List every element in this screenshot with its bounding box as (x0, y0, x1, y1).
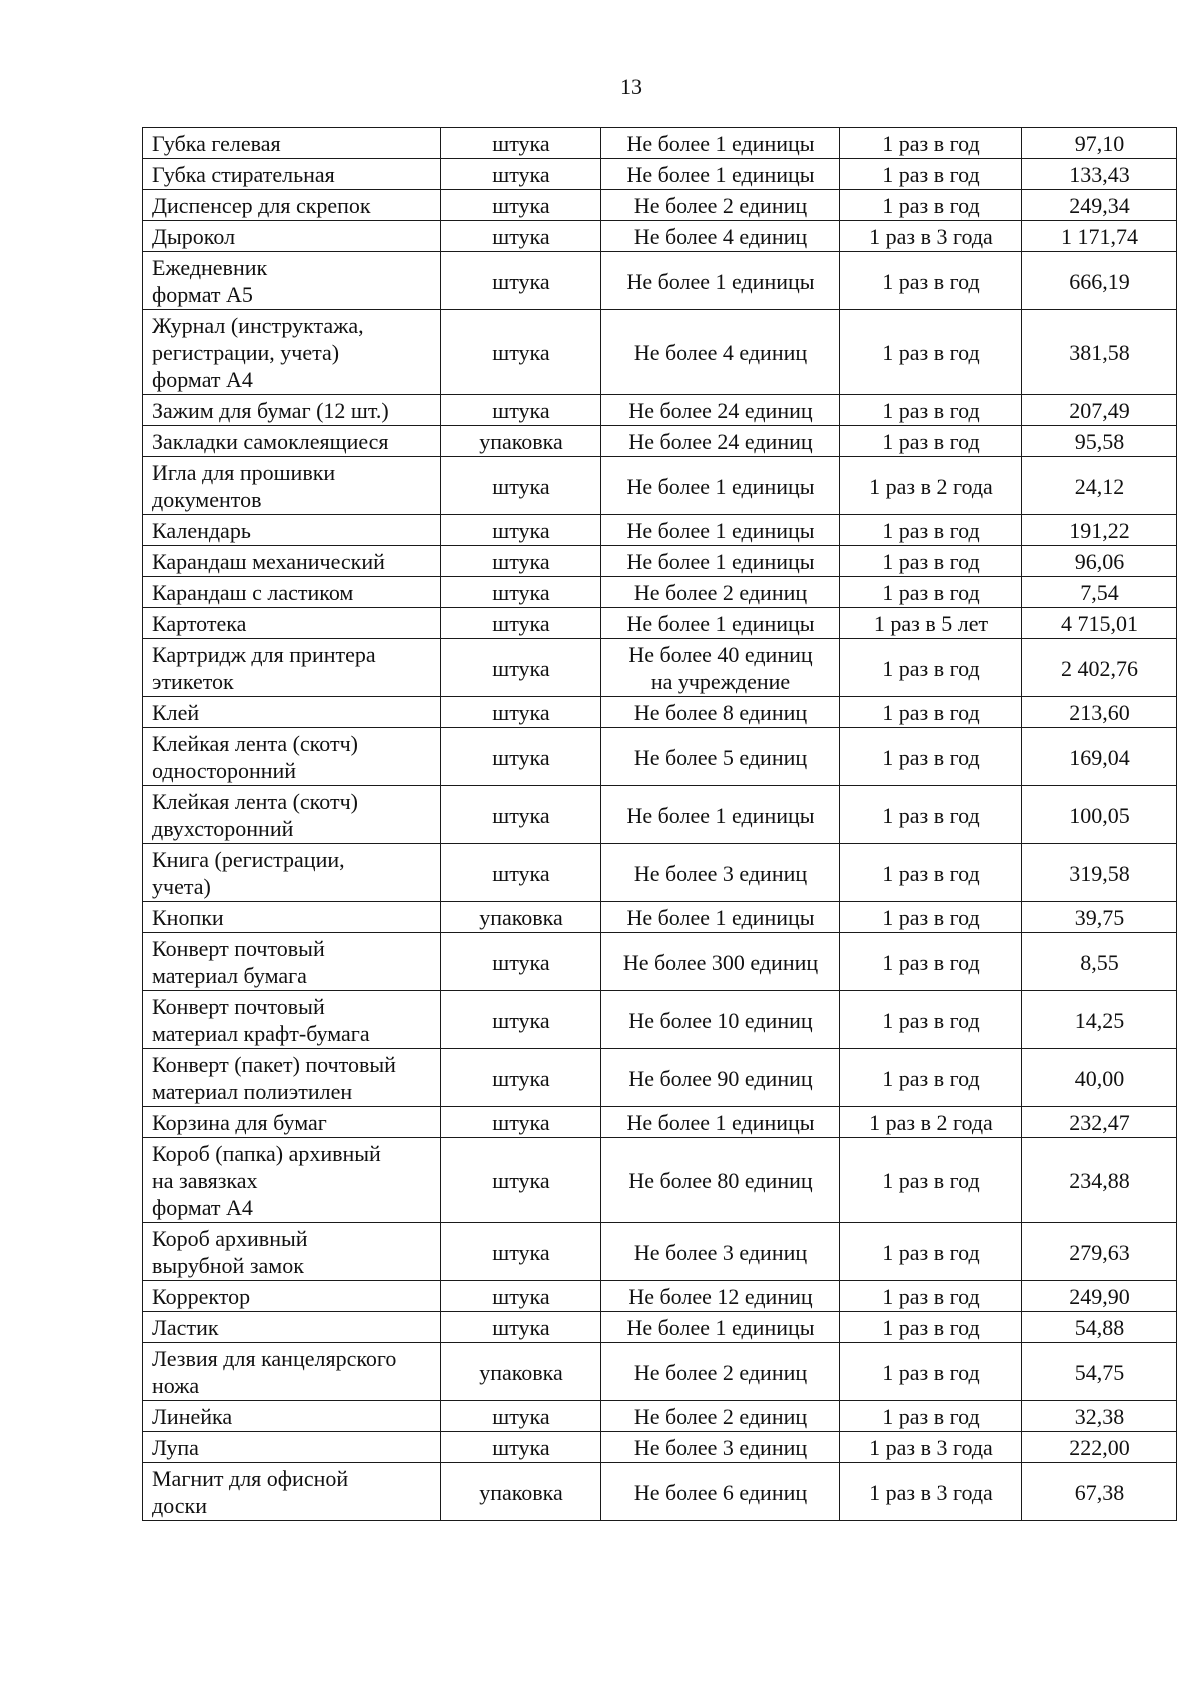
unit-cell: штука (441, 577, 601, 608)
item-name-cell: Губка стирательная (143, 159, 441, 190)
unit-cell: штука (441, 395, 601, 426)
price-cell: 213,60 (1022, 697, 1177, 728)
table-row (143, 639, 1177, 697)
item-name-cell: Игла для прошивки документов (143, 457, 441, 515)
item-name-cell: Клей (143, 697, 441, 728)
frequency-cell: 1 раз в год (840, 639, 1022, 697)
supplies-table-body (143, 128, 1177, 1521)
unit-cell: штука (441, 1107, 601, 1138)
quantity-cell: Не более 1 единицы (601, 457, 840, 515)
price-cell: 191,22 (1022, 515, 1177, 546)
table-row (143, 1312, 1177, 1343)
frequency-cell: 1 раз в год (840, 1049, 1022, 1107)
item-name-cell: Карандаш с ластиком (143, 577, 441, 608)
price-cell: 319,58 (1022, 844, 1177, 902)
table-row (143, 902, 1177, 933)
item-name-cell: Картотека (143, 608, 441, 639)
frequency-cell: 1 раз в год (840, 1223, 1022, 1281)
price-cell: 169,04 (1022, 728, 1177, 786)
price-cell: 24,12 (1022, 457, 1177, 515)
unit-cell: упаковка (441, 1463, 601, 1521)
frequency-cell: 1 раз в год (840, 1312, 1022, 1343)
quantity-cell: Не более 1 единицы (601, 902, 840, 933)
item-name-cell: Кнопки (143, 902, 441, 933)
price-cell: 232,47 (1022, 1107, 1177, 1138)
table-row (143, 221, 1177, 252)
table-row (143, 991, 1177, 1049)
table-row (143, 128, 1177, 159)
frequency-cell: 1 раз в год (840, 310, 1022, 395)
frequency-cell: 1 раз в год (840, 991, 1022, 1049)
price-cell: 14,25 (1022, 991, 1177, 1049)
quantity-cell: Не более 12 единиц (601, 1281, 840, 1312)
quantity-cell: Не более 1 единицы (601, 128, 840, 159)
unit-cell: штука (441, 252, 601, 310)
unit-cell: штука (441, 1049, 601, 1107)
quantity-cell: Не более 2 единиц (601, 1343, 840, 1401)
table-row (143, 786, 1177, 844)
quantity-cell: Не более 3 единиц (601, 1223, 840, 1281)
quantity-cell: Не более 1 единицы (601, 159, 840, 190)
table-row (143, 577, 1177, 608)
quantity-cell: Не более 24 единиц (601, 395, 840, 426)
frequency-cell: 1 раз в год (840, 252, 1022, 310)
item-name-cell: Карандаш механический (143, 546, 441, 577)
price-cell: 133,43 (1022, 159, 1177, 190)
table-row (143, 1432, 1177, 1463)
item-name-cell: Клейкая лента (скотч) односторонний (143, 728, 441, 786)
quantity-cell: Не более 1 единицы (601, 1107, 840, 1138)
frequency-cell: 1 раз в год (840, 426, 1022, 457)
price-cell: 249,90 (1022, 1281, 1177, 1312)
item-name-cell: Короб архивный вырубной замок (143, 1223, 441, 1281)
frequency-cell: 1 раз в год (840, 1281, 1022, 1312)
frequency-cell: 1 раз в год (840, 577, 1022, 608)
unit-cell: штука (441, 515, 601, 546)
unit-cell: штука (441, 1138, 601, 1223)
frequency-cell: 1 раз в год (840, 786, 1022, 844)
quantity-cell: Не более 2 единиц (601, 1401, 840, 1432)
price-cell: 100,05 (1022, 786, 1177, 844)
item-name-cell: Книга (регистрации, учета) (143, 844, 441, 902)
table-row (143, 728, 1177, 786)
table-row (143, 190, 1177, 221)
quantity-cell: Не более 4 единиц (601, 310, 840, 395)
frequency-cell: 1 раз в год (840, 1138, 1022, 1223)
table-row (143, 1343, 1177, 1401)
unit-cell: штука (441, 1432, 601, 1463)
unit-cell: штука (441, 457, 601, 515)
frequency-cell: 1 раз в 5 лет (840, 608, 1022, 639)
price-cell: 54,75 (1022, 1343, 1177, 1401)
price-cell: 279,63 (1022, 1223, 1177, 1281)
unit-cell: штука (441, 728, 601, 786)
quantity-cell: Не более 90 единиц (601, 1049, 840, 1107)
quantity-cell: Не более 5 единиц (601, 728, 840, 786)
table-row (143, 1281, 1177, 1312)
quantity-cell: Не более 24 единиц (601, 426, 840, 457)
table-row (143, 457, 1177, 515)
price-cell: 39,75 (1022, 902, 1177, 933)
table-row (143, 159, 1177, 190)
table-row (143, 933, 1177, 991)
item-name-cell: Клейкая лента (скотч) двухсторонний (143, 786, 441, 844)
frequency-cell: 1 раз в год (840, 844, 1022, 902)
table-row (143, 546, 1177, 577)
price-cell: 96,06 (1022, 546, 1177, 577)
item-name-cell: Короб (папка) архивный на завязках формат А4 (143, 1138, 441, 1223)
unit-cell: штука (441, 1223, 601, 1281)
unit-cell: штука (441, 639, 601, 697)
item-name-cell: Зажим для бумаг (12 шт.) (143, 395, 441, 426)
quantity-cell: Не более 2 единиц (601, 577, 840, 608)
unit-cell: штука (441, 844, 601, 902)
item-name-cell: Ежедневник формат А5 (143, 252, 441, 310)
quantity-cell: Не более 1 единицы (601, 515, 840, 546)
quantity-cell: Не более 1 единицы (601, 786, 840, 844)
unit-cell: штука (441, 1281, 601, 1312)
price-cell: 95,58 (1022, 426, 1177, 457)
frequency-cell: 1 раз в 2 года (840, 457, 1022, 515)
price-cell: 1 171,74 (1022, 221, 1177, 252)
quantity-cell: Не более 80 единиц (601, 1138, 840, 1223)
frequency-cell: 1 раз в год (840, 697, 1022, 728)
price-cell: 666,19 (1022, 252, 1177, 310)
unit-cell: штука (441, 608, 601, 639)
item-name-cell: Конверт почтовый материал крафт-бумага (143, 991, 441, 1049)
frequency-cell: 1 раз в год (840, 395, 1022, 426)
price-cell: 54,88 (1022, 1312, 1177, 1343)
price-cell: 40,00 (1022, 1049, 1177, 1107)
item-name-cell: Картридж для принтера этикеток (143, 639, 441, 697)
unit-cell: штука (441, 991, 601, 1049)
table-row (143, 310, 1177, 395)
table-row (143, 608, 1177, 639)
frequency-cell: 1 раз в год (840, 933, 1022, 991)
item-name-cell: Ластик (143, 1312, 441, 1343)
quantity-cell: Не более 40 единиц на учреждение (601, 639, 840, 697)
quantity-cell: Не более 8 единиц (601, 697, 840, 728)
item-name-cell: Диспенсер для скрепок (143, 190, 441, 221)
frequency-cell: 1 раз в 3 года (840, 1432, 1022, 1463)
item-name-cell: Календарь (143, 515, 441, 546)
supplies-table (142, 127, 1177, 1521)
price-cell: 249,34 (1022, 190, 1177, 221)
item-name-cell: Магнит для офисной доски (143, 1463, 441, 1521)
unit-cell: штука (441, 128, 601, 159)
unit-cell: штука (441, 310, 601, 395)
quantity-cell: Не более 3 единиц (601, 844, 840, 902)
frequency-cell: 1 раз в год (840, 546, 1022, 577)
item-name-cell: Губка гелевая (143, 128, 441, 159)
item-name-cell: Корзина для бумаг (143, 1107, 441, 1138)
frequency-cell: 1 раз в год (840, 515, 1022, 546)
table-row (143, 1049, 1177, 1107)
quantity-cell: Не более 3 единиц (601, 1432, 840, 1463)
price-cell: 381,58 (1022, 310, 1177, 395)
table-row (143, 395, 1177, 426)
frequency-cell: 1 раз в год (840, 728, 1022, 786)
quantity-cell: Не более 300 единиц (601, 933, 840, 991)
item-name-cell: Дырокол (143, 221, 441, 252)
frequency-cell: 1 раз в 2 года (840, 1107, 1022, 1138)
price-cell: 234,88 (1022, 1138, 1177, 1223)
quantity-cell: Не более 4 единиц (601, 221, 840, 252)
frequency-cell: 1 раз в 3 года (840, 1463, 1022, 1521)
price-cell: 97,10 (1022, 128, 1177, 159)
table-row (143, 1463, 1177, 1521)
table-row (143, 1138, 1177, 1223)
unit-cell: упаковка (441, 426, 601, 457)
item-name-cell: Журнал (инструктажа, регистрации, учета) формат А4 (143, 310, 441, 395)
quantity-cell: Не более 10 единиц (601, 991, 840, 1049)
table-row (143, 515, 1177, 546)
unit-cell: штука (441, 786, 601, 844)
table-row (143, 697, 1177, 728)
quantity-cell: Не более 6 единиц (601, 1463, 840, 1521)
quantity-cell: Не более 1 единицы (601, 608, 840, 639)
unit-cell: штука (441, 1401, 601, 1432)
item-name-cell: Закладки самоклеящиеся (143, 426, 441, 457)
price-cell: 2 402,76 (1022, 639, 1177, 697)
unit-cell: упаковка (441, 1343, 601, 1401)
quantity-cell: Не более 1 единицы (601, 252, 840, 310)
price-cell: 207,49 (1022, 395, 1177, 426)
unit-cell: штука (441, 933, 601, 991)
price-cell: 67,38 (1022, 1463, 1177, 1521)
frequency-cell: 1 раз в год (840, 1401, 1022, 1432)
table-row (143, 844, 1177, 902)
frequency-cell: 1 раз в год (840, 1343, 1022, 1401)
price-cell: 32,38 (1022, 1401, 1177, 1432)
frequency-cell: 1 раз в год (840, 190, 1022, 221)
unit-cell: штука (441, 546, 601, 577)
unit-cell: штука (441, 697, 601, 728)
item-name-cell: Конверт (пакет) почтовый материал полиэтилен (143, 1049, 441, 1107)
item-name-cell: Конверт почтовый материал бумага (143, 933, 441, 991)
item-name-cell: Лезвия для канцелярского ножа (143, 1343, 441, 1401)
price-cell: 222,00 (1022, 1432, 1177, 1463)
unit-cell: штука (441, 1312, 601, 1343)
table-row (143, 1107, 1177, 1138)
frequency-cell: 1 раз в год (840, 128, 1022, 159)
quantity-cell: Не более 2 единиц (601, 190, 840, 221)
item-name-cell: Корректор (143, 1281, 441, 1312)
frequency-cell: 1 раз в год (840, 159, 1022, 190)
frequency-cell: 1 раз в 3 года (840, 221, 1022, 252)
price-cell: 8,55 (1022, 933, 1177, 991)
table-row (143, 252, 1177, 310)
unit-cell: упаковка (441, 902, 601, 933)
page-number: 13 (620, 74, 642, 99)
price-cell: 7,54 (1022, 577, 1177, 608)
unit-cell: штука (441, 221, 601, 252)
table-row (143, 1223, 1177, 1281)
table-row (143, 426, 1177, 457)
price-cell: 4 715,01 (1022, 608, 1177, 639)
quantity-cell: Не более 1 единицы (601, 546, 840, 577)
table-row (143, 1401, 1177, 1432)
unit-cell: штука (441, 190, 601, 221)
item-name-cell: Линейка (143, 1401, 441, 1432)
quantity-cell: Не более 1 единицы (601, 1312, 840, 1343)
item-name-cell: Лупа (143, 1432, 441, 1463)
unit-cell: штука (441, 159, 601, 190)
frequency-cell: 1 раз в год (840, 902, 1022, 933)
